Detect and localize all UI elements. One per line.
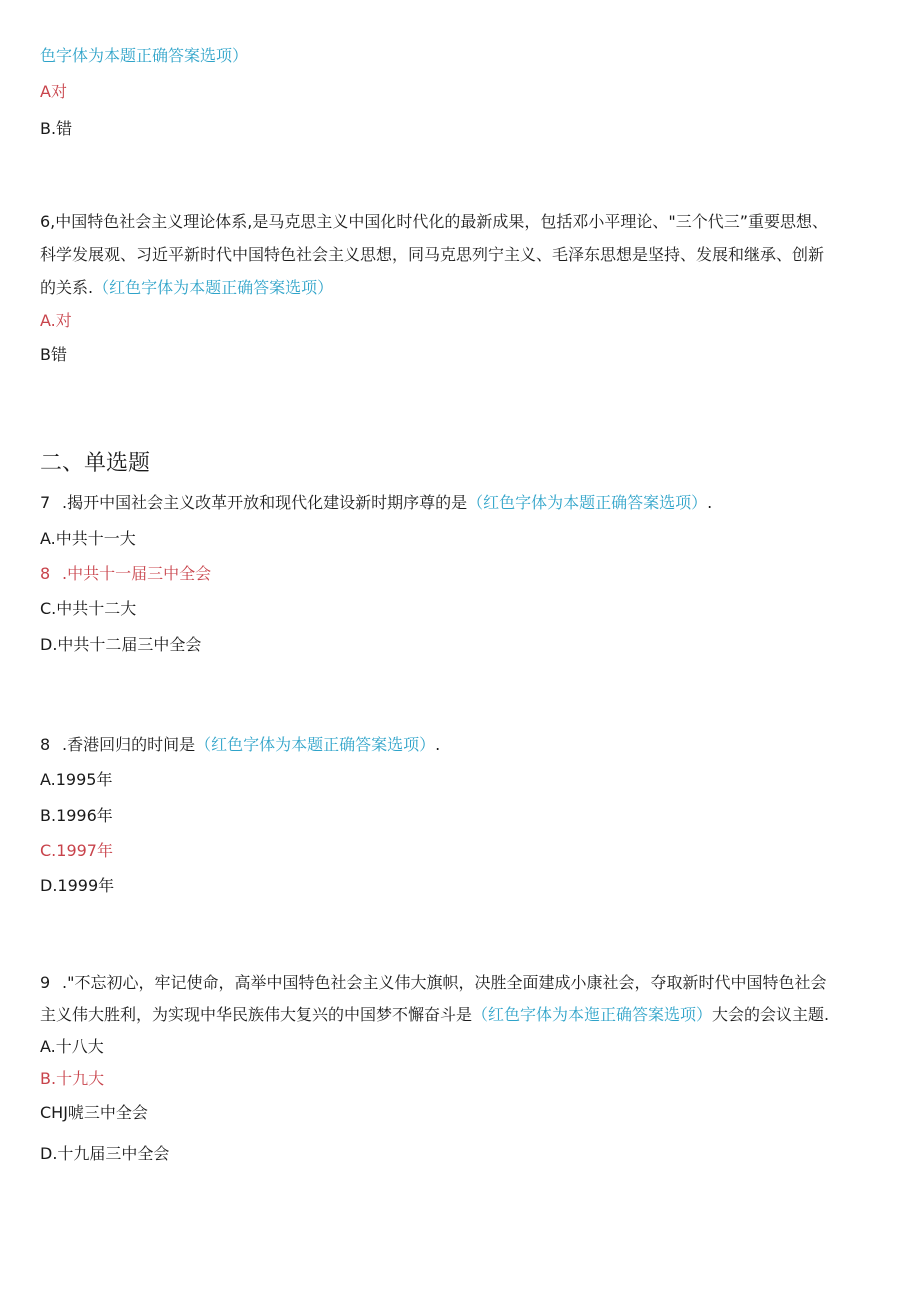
q6-option-a-correct: A.对 <box>40 311 72 330</box>
q7-tail: . <box>707 493 713 512</box>
q6-hint: （红色字体为本题正确答案选项） <box>93 278 334 297</box>
q7-text: .揭开中国社会主义改革开放和现代化建设新时期序尊的是 <box>62 493 468 512</box>
q8-stem <box>40 734 440 756</box>
q7-stem <box>40 492 712 514</box>
q9-stem-line1 <box>40 972 826 994</box>
q9-option-c: CHJ唬三中全会 <box>40 1103 148 1122</box>
q7-option-c: C.中共十二大 <box>40 599 137 618</box>
q8-option-a: A.1995年 <box>40 770 113 789</box>
q6-stem-line2: 科学发展观、习近平新时代中国特色社会主义思想，同马克思列宁主义、毛泽东思想是坚持、发展和继承、创新 <box>40 245 825 264</box>
q7-hint: （红色字体为本题正确答案选项） <box>467 493 708 512</box>
q5-hint-continuation: 色字体为本题正确答案选项） <box>40 46 249 65</box>
q8-option-c-correct: C.1997年 <box>40 841 113 860</box>
q8-number: 8 <box>40 735 51 754</box>
q8-option-d: D.1999年 <box>40 876 115 895</box>
q7-option-b-correct <box>40 563 211 585</box>
q6-stem-line1: 6,中国特色社会主义理论体系,是马克思主义中国化时代化的最新成果，包括邓小平理论、"三个代三”重要思想、 <box>40 212 829 231</box>
q7-option-b-text: .中共十一届三中全会 <box>62 564 212 583</box>
q9-number: 9 <box>40 973 51 992</box>
q9-option-b-correct: B.十九大 <box>40 1069 105 1088</box>
q7-option-a: A.中共十一大 <box>40 529 136 548</box>
q9-option-a: A.十八大 <box>40 1037 104 1056</box>
q9-text-line1: ."不忘初心，牢记使命，高举中国特色社会主义伟大旗帜，决胜全面建成小康社会，夺取新时代中国特色社会 <box>62 973 827 992</box>
q9-stem-line2 <box>40 1004 829 1026</box>
q7-option-d: D.中共十二届三中全会 <box>40 635 202 654</box>
q6-option-b: B错 <box>40 345 67 364</box>
section-title: 二、单选题 <box>40 451 151 476</box>
q9-option-d: D.十九届三中全会 <box>40 1144 170 1163</box>
q7-number: 7 <box>40 493 51 512</box>
q9-hint: （红色字体为本迤正确答案选项） <box>472 1005 713 1024</box>
q6-stem-end: 的关系. <box>40 278 94 297</box>
q9-text-line2: 主义伟大胜利，为实现中华民族伟大复兴的中国梦不懈奋斗是 <box>40 1005 473 1024</box>
q9-tail: 大会的会议主题. <box>712 1005 830 1024</box>
q8-tail: . <box>435 735 441 754</box>
q6-stem-line3 <box>40 277 333 299</box>
q8-hint: （红色字体为本题正确答案选项） <box>195 735 436 754</box>
q5-option-a-correct: A对 <box>40 82 67 101</box>
q7-option-b-number: 8 <box>40 564 51 583</box>
q8-text: .香港回归的时间是 <box>62 735 196 754</box>
q5-option-b: B.错 <box>40 119 73 138</box>
q8-option-b: B.1996年 <box>40 806 113 825</box>
